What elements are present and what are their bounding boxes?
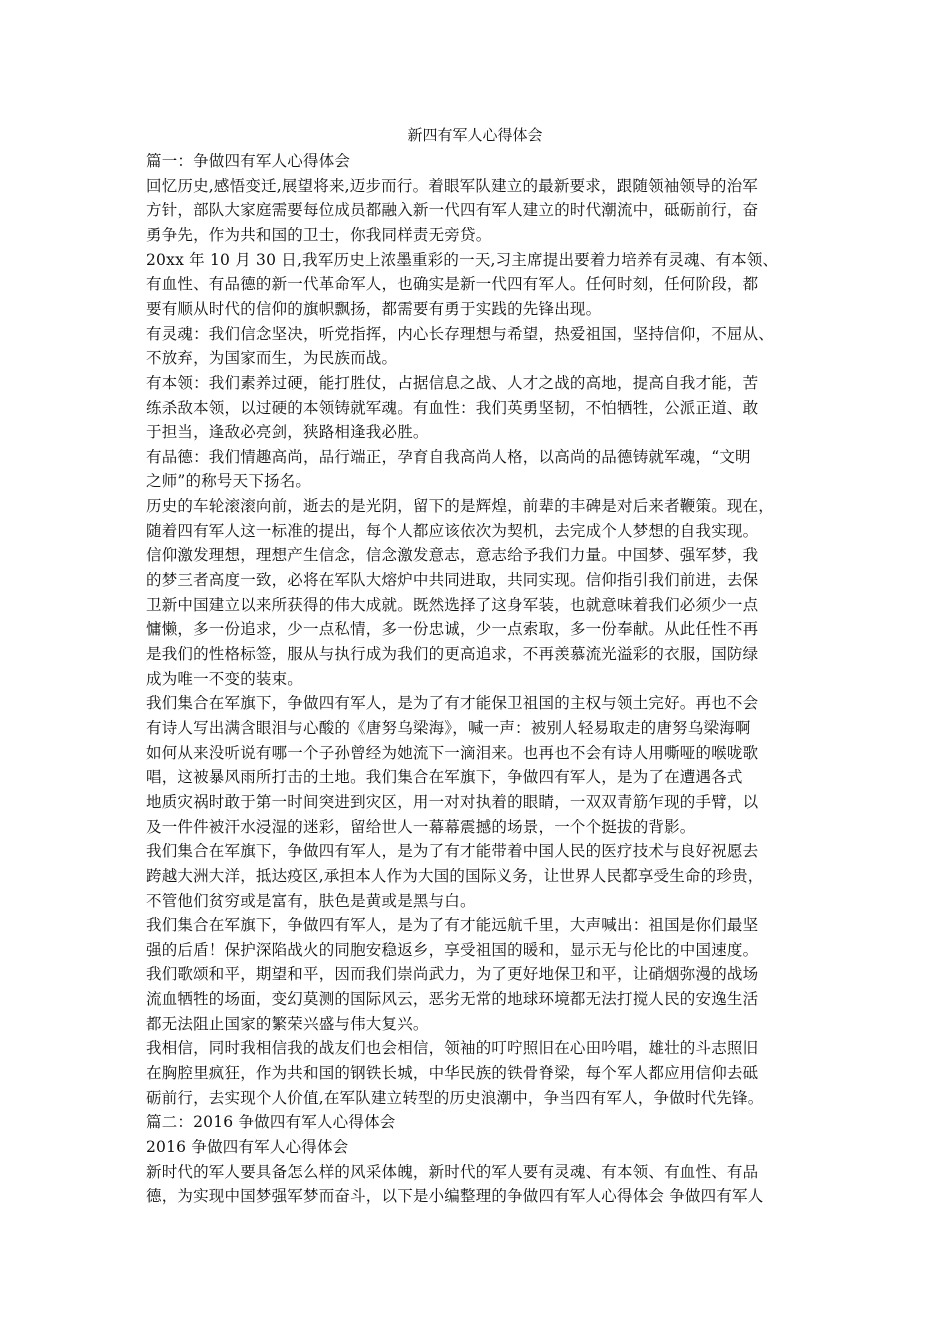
text-line: 有灵魂：我们信念坚决，听党指挥，内心长存理想与希望，热爱祖国，坚持信仰，不屈从、 <box>146 324 775 343</box>
text-line: 随着四有军人这一标准的提出，每个人都应该依次为契机，去完成个人梦想的自我实现。 <box>146 521 759 540</box>
text-line: 之师”的称号天下扬名。 <box>146 472 312 491</box>
text-line: 卫新中国建立以来所获得的伟大成就。既然选择了这身军装，也就意味着我们必须少一点 <box>146 595 759 614</box>
text-line: 信仰激发理想，理想产生信念，信念激发意志，意志给予我们力量。中国梦、强军梦，我 <box>146 546 759 565</box>
text-line: 新时代的军人要具备怎么样的风采体魄，新时代的军人要有灵魂、有本领、有血性、有品 <box>146 1162 759 1181</box>
text-line: 流血牺牲的场面，变幻莫测的国际风云，恶劣无常的地球环境都无法打搅人民的安逸生活 <box>146 990 759 1009</box>
text-line: 勇争先，作为共和国的卫士，你我同样责无旁贷。 <box>146 225 492 244</box>
text-line: 篇二：2016 争做四有军人心得体会 <box>146 1113 396 1132</box>
text-line: 唱，这被暴风雨所打击的土地。我们集合在军旗下，争做四有军人，是为了在遭遇各式 <box>146 768 743 787</box>
text-line: 不放弃，为国家而生，为民族而战。 <box>146 349 398 368</box>
text-line: 砺前行，去实现个人价值,在军队建立转型的历史浪潮中，争当四有军人，争做时代先锋。 <box>146 1088 764 1107</box>
text-line: 如何从来没听说有哪一个子孙曾经为她流下一滴泪来。也再也不会有诗人用嘶哑的喉咙歌 <box>146 743 759 762</box>
text-line: 练杀敌本领，以过硬的本领铸就军魂。有血性：我们英勇坚韧，不怕牺牲，公派正道、敢 <box>146 398 759 417</box>
document-title: 新四有军人心得体会 <box>407 126 543 144</box>
text-line: 慵懒，多一份追求，少一点私情，多一份忠诚，少一点索取，多一份奉献。从此任性不再 <box>146 620 759 639</box>
text-line: 有本领：我们素养过硬，能打胜仗，占据信息之战、人才之战的高地，提高自我才能，苦 <box>146 373 759 392</box>
text-line: 德，为实现中国梦强军梦而奋斗，以下是小编整理的争做四有军人心得体会 争做四有军人 <box>146 1187 764 1206</box>
text-line: 跨越大洲大洋，抵达疫区,承担本人作为大国的国际义务，让世界人民都享受生命的珍贵， <box>146 866 764 885</box>
text-line: 我相信，同时我相信我的战友们也会相信，领袖的叮咛照旧在心田吟唱，雄壮的斗志照旧 <box>146 1039 759 1058</box>
text-line: 有品德：我们情趣高尚，品行端正，孕育自我高尚人格，以高尚的品德铸就军魂，“文明 <box>146 447 751 466</box>
text-line: 都无法阻止国家的繁荣兴盛与伟大复兴。 <box>146 1014 429 1033</box>
text-line: 有血性、有品德的新一代革命军人，也确实是新一代四有军人。任何时刻，任何阶段，都 <box>146 275 759 294</box>
text-line: 我们集合在军旗下，争做四有军人，是为了有才能带着中国人民的医疗技术与良好祝愿去 <box>146 842 759 861</box>
text-line: 我们集合在军旗下，争做四有军人，是为了有才能远航千里，大声喊出：祖国是你们最坚 <box>146 916 759 935</box>
text-line: 在胸腔里疯狂，作为共和国的钢铁长城，中华民族的铁骨脊梁，每个军人都应用信仰去砥 <box>146 1064 759 1082</box>
text-line: 篇一：争做四有军人心得体会 <box>146 152 351 170</box>
text-line: 历史的车轮滚滚向前，逝去的是光阴，留下的是辉煌，前辈的丰碑是对后来者鞭策。现在， <box>146 497 775 516</box>
text-line: 我们集合在军旗下，争做四有军人，是为了有才能保卫祖国的主权与领土完好。再也不会 <box>146 694 759 713</box>
text-line: 不管他们贫穷或是富有，肤色是黄或是黑与白。 <box>146 891 476 910</box>
text-line: 成为唯一不变的装束。 <box>146 669 304 688</box>
text-line: 方针，部队大家庭需要每位成员都融入新一代四有军人建立的时代潮流中，砥砺前行，奋 <box>146 201 759 220</box>
text-line: 我们歌颂和平，期望和平，因而我们崇尚武力，为了更好地保卫和平，让硝烟弥漫的战场 <box>146 965 759 984</box>
text-line: 是我们的性格标签，服从与执行成为我们的更高追求，不再羡慕流光溢彩的衣服，国防绿 <box>146 645 759 663</box>
text-line: 的梦三者高度一致，必将在军队大熔炉中共同进取，共同实现。信仰指引我们前进，去保 <box>146 571 759 589</box>
text-line: 于担当，逢敌必亮剑，狭路相逢我必胜。 <box>146 423 429 442</box>
text-line: 强的后盾！保护深陷战火的同胞安稳返乡，享受祖国的暖和，显示无与伦比的中国速度。 <box>146 940 759 959</box>
text-line: 2016 争做四有军人心得体会 <box>146 1138 349 1156</box>
text-line: 有诗人写出满含眼泪与心酸的《唐努乌梁海》，喊一声：被别人轻易取走的唐努乌梁海啊 <box>146 718 751 737</box>
text-line: 要有顺从时代的信仰的旗帜飘扬，都需要有勇于实践的先锋出现。 <box>146 299 602 318</box>
text-line: 回忆历史,感悟变迁,展望将来,迈步而行。着眼军队建立的最新要求，跟随领袖领导的治军 <box>146 176 758 195</box>
text-line: 20xx 年 10 月 30 日,我军历史上浓墨重彩的一天,习主席提出要着力培养有灵魂、有本领、 <box>146 250 779 269</box>
text-line: 地质灾祸时敢于第一时间突进到灾区，用一对对执着的眼睛，一双双青筋乍现的手臂，以 <box>146 792 759 811</box>
text-line: 及一件件被汗水浸湿的迷彩，留给世人一幕幕震撼的场景，一个个挺拔的背影。 <box>146 817 696 836</box>
